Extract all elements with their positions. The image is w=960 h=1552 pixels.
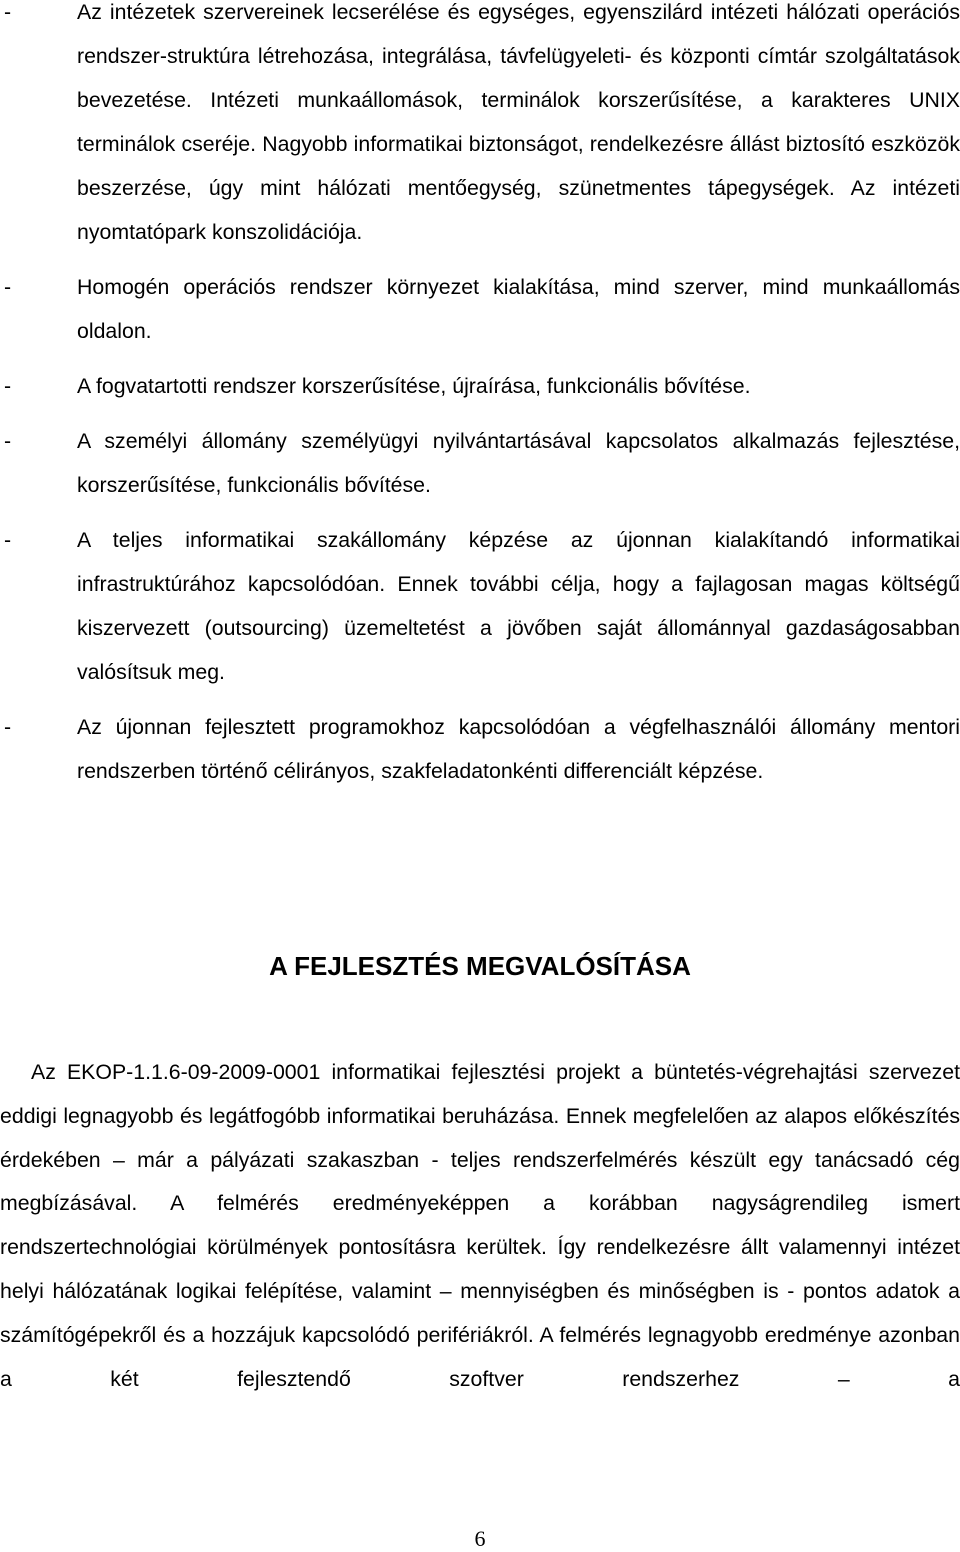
list-item-text: A személyi állomány személyügyi nyilvántartásával kapcsolatos alkalmazás fejlesztése, korszerűsítése, funkcionális bővítése. (77, 429, 960, 497)
bullet-dash: - (4, 429, 12, 453)
list-item-text: Homogén operációs rendszer környezet kialakítása, mind szerver, mind munkaállomás oldalon. (77, 275, 960, 343)
list-item (0, 419, 960, 507)
list-item-text: Az intézetek szervereinek lecserélése és egységes, egyenszilárd intézeti hálózati operációs rendszer-struktúra létrehozása, integrálása, távfelügyeleti- és központi címtár szolgáltatások bevezetése. Intézeti munkaállomások, terminálok korszerűsítése, a karakteres UNIX terminálok cseréje. Nagyobb informatikai biztonságot, rendelkezésre állást biztosító eszközök beszerzése, úgy mint hálózati mentőegység, szünetmentes tápegységek. Az intézeti nyomtatópark konszolidációja. (77, 0, 960, 244)
bullet-dash: - (4, 528, 12, 552)
section-heading: A FEJLESZTÉS MEGVALÓSÍTÁSA (269, 951, 691, 981)
list-item (0, 0, 960, 254)
list-item-text: A fogvatartotti rendszer korszerűsítése, újraírása, funkcionális bővítése. (77, 374, 751, 398)
list-item-text: A teljes informatikai szakállomány képzése az újonnan kialakítandó informatikai infrastruktúrához kapcsolódóan. Ennek további célja, hogy a fajlagosan magas költségű kiszervezett (outsourcing) üzemeltetést a jövőben saját állománnyal gazdaságosabban valósítsuk meg. (77, 528, 960, 684)
page-number: 6 (474, 1526, 486, 1551)
list-item (0, 705, 960, 793)
list-item (0, 265, 960, 353)
bullet-dash: - (4, 374, 12, 398)
list-item (0, 364, 960, 408)
bullet-dash: - (4, 0, 12, 24)
bullet-dash: - (4, 275, 12, 299)
list-item (0, 518, 960, 694)
bullet-dash: - (4, 715, 12, 739)
list-item-text: Az újonnan fejlesztett programokhoz kapcsolódóan a végfelhasználói állomány mentori rendszerben történő célirányos, szakfeladatonkénti differenciált képzése. (77, 715, 960, 783)
body-paragraph: Az EKOP-1.1.6-09-2009-0001 informatikai fejlesztési projekt a büntetés-végrehajtási szervezet eddigi legnagyobb és legátfogóbb informatikai beruházása. Ennek megfelelően az alapos előkészítés érdekében – már a pályázati szakaszban - teljes rendszerfelmérés készült egy tanácsadó cég megbízásával. A felmérés eredményeképpen a korábban nagyságrendileg ismert rendszertechnológiai körülmények pontosításra kerültek. Így rendelkezésre állt valamennyi intézet helyi hálózatának logikai felépítése, valamint – mennyiségben és minőségben is - pontos adatok a számítógépekről és a hozzájuk kapcsolódó perifériákról. A felmérés legnagyobb eredménye azonban a két fejlesztendő szoftver rendszerhez – a (0, 1060, 960, 1391)
